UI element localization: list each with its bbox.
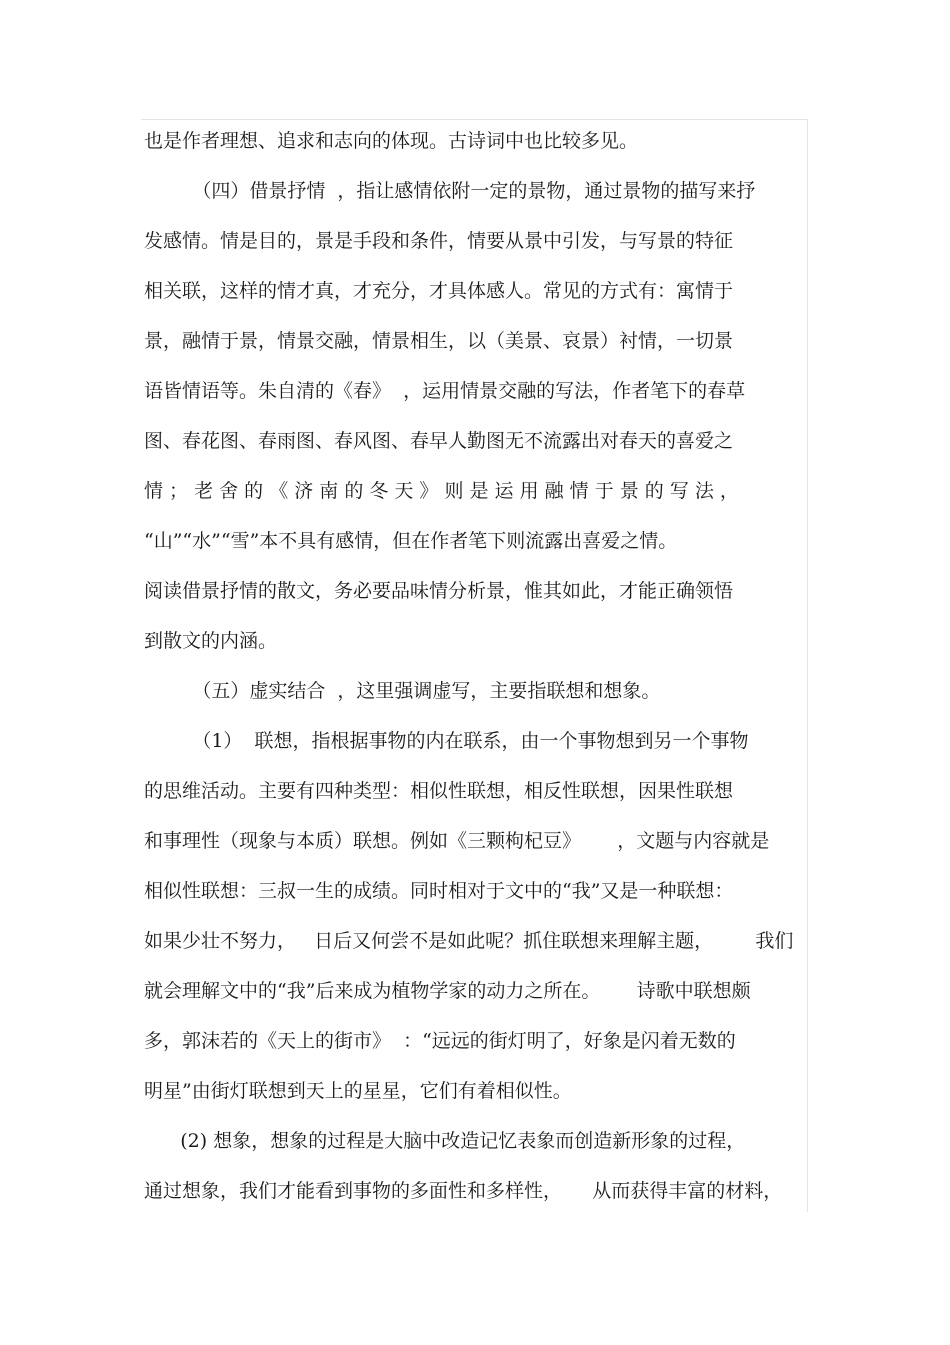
text-line: (2) 想象，想象的过程是大脑中改造记忆表象而创造新形象的过程， xyxy=(144,1130,746,1152)
text-line: 如果少壮不努力， 日后又何尝不是如此呢？抓住联想来理解主题， 我们 xyxy=(144,930,794,952)
text-line: 和事理性（现象与本质）联想。例如《三颗枸杞豆》 ，文题与内容就是 xyxy=(144,830,770,852)
text-line: 也是作者理想、追求和志向的体现。古诗词中也比较多见。 xyxy=(144,130,639,152)
text-line: 就会理解文中的“我”后来成为植物学家的动力之所在。 诗歌中联想颇 xyxy=(144,980,751,1002)
text-line: 相关联，这样的情才真，才充分，才具体感人。常见的方式有：寓情于 xyxy=(144,280,734,302)
text-line: （四）借景抒情 ，指让感情依附一定的景物，通过景物的描写来抒 xyxy=(144,180,756,202)
text-line: 通过想象，我们才能看到事物的多面性和多样性， 从而获得丰富的材料， xyxy=(144,1180,783,1202)
text-line: 图、春花图、春雨图、春风图、春早人勤图无不流露出对春天的喜爱之 xyxy=(144,430,734,452)
text-line: 情 ； 老 舍 的 《 济 南 的 冬 天 》 则 是 运 用 融 情 于 景 的 写 法 ， xyxy=(144,480,739,502)
text-line: （五）虚实结合 ，这里强调虚写，主要指联想和想象。 xyxy=(144,680,661,702)
text-line: 明星”由街灯联想到天上的星星，它们有着相似性。 xyxy=(144,1080,572,1102)
text-line: 阅读借景抒情的散文，务必要品味情分析景，惟其如此，才能正确领悟 xyxy=(144,580,734,602)
text-line: 的思维活动。主要有四种类型：相似性联想，相反性联想，因果性联想 xyxy=(144,780,734,802)
text-line: 发感情。情是目的，景是手段和条件，情要从景中引发，与写景的特征 xyxy=(144,230,734,252)
text-line: 多，郭沫若的《天上的街市》 ：“远远的街灯明了，好象是闪着无数的 xyxy=(144,1030,736,1052)
text-line: “山”“水”“雪”本不具有感情，但在作者笔下则流露出喜爱之情。 xyxy=(144,530,678,552)
text-line: 相似性联想：三叔一生的成绩。同时相对于文中的“我”又是一种联想： xyxy=(144,880,734,902)
text-line: 景，融情于景，情景交融，情景相生，以（美景、哀景）衬情，一切景 xyxy=(144,330,734,352)
text-line: （1） 联想，指根据事物的内在联系，由一个事物想到另一个事物 xyxy=(144,730,749,752)
text-line: 到散文的内涵。 xyxy=(144,630,278,652)
text-line: 语皆情语等。朱自清的《春》 ，运用情景交融的写法，作者笔下的春草 xyxy=(144,380,746,402)
